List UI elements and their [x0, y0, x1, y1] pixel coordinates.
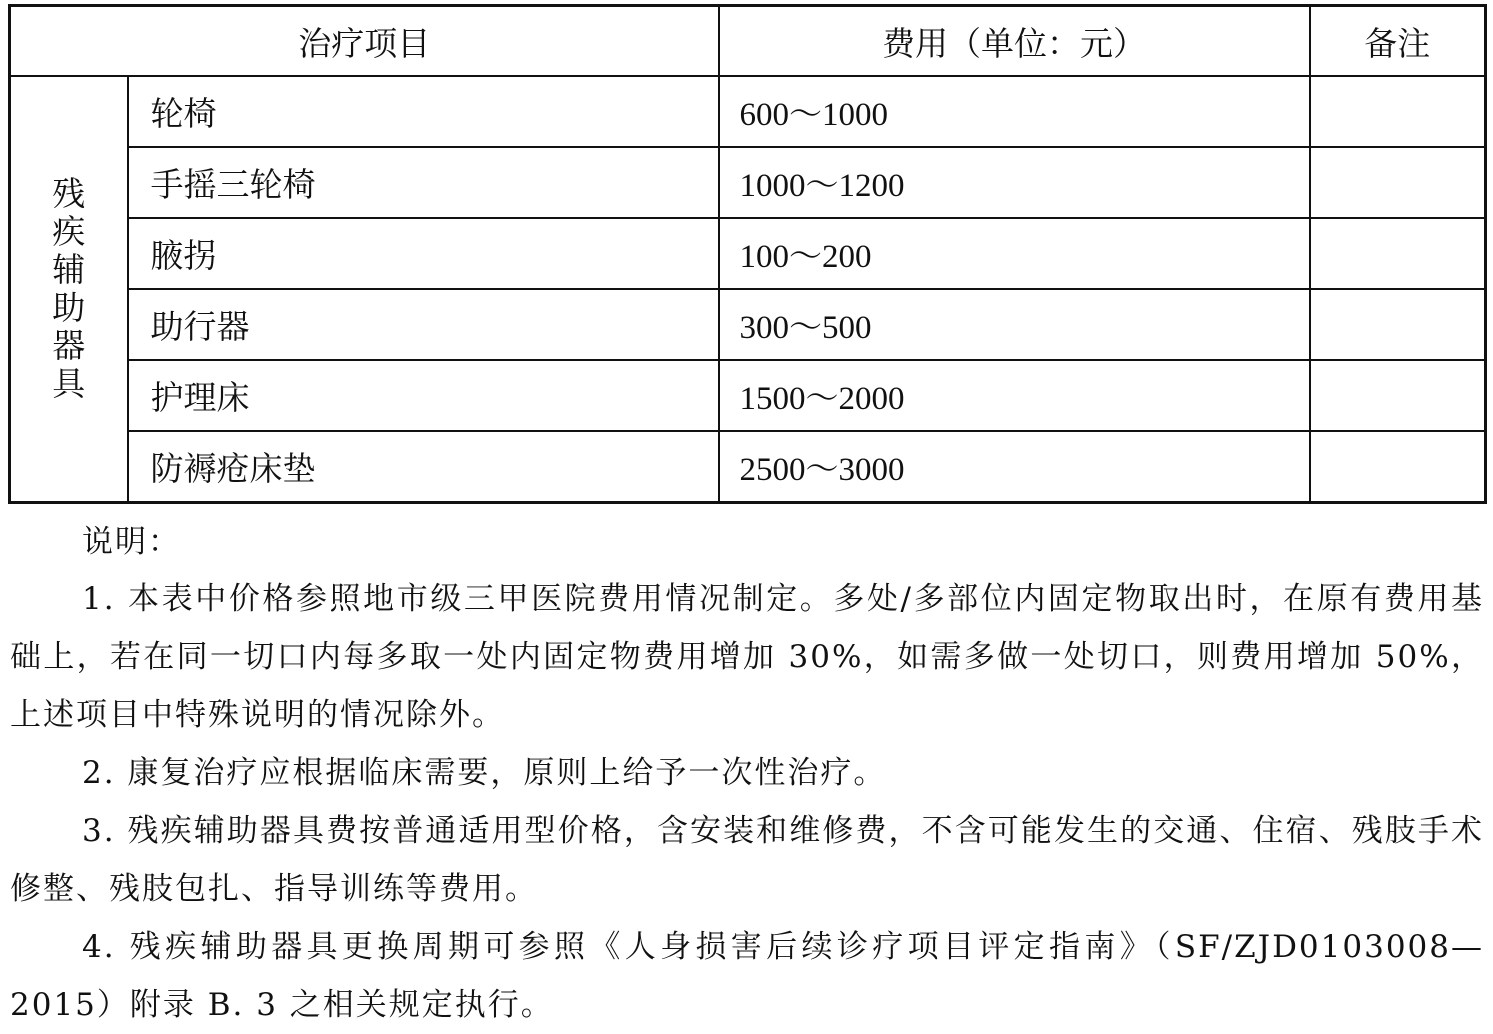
table-row	[10, 218, 1486, 289]
note-paragraph: 1. 本表中价格参照地市级三甲医院费用情况制定。多处/多部位内固定物取出时，在原有费用基础上，若在同一切口内每多取一处内固定物费用增加 30%，如需多做一处切口，则费用增加 50%，上述项目中特殊说明的情况除外。	[10, 581, 1484, 733]
group-label: 残 疾 辅 助 器 具	[52, 174, 86, 403]
remark-cell	[1310, 289, 1486, 360]
group-label-cell	[10, 76, 128, 503]
table-row	[10, 147, 1486, 218]
cost-cell: 300～500	[719, 289, 1310, 360]
remark-cell	[1310, 218, 1486, 289]
fee-table	[8, 4, 1487, 504]
item-cell: 手摇三轮椅	[128, 147, 719, 218]
item-cell: 轮椅	[128, 76, 719, 147]
header-remark: 备注	[1310, 6, 1486, 77]
remark-cell	[1310, 76, 1486, 147]
notes-section	[10, 514, 1484, 1034]
table-row	[10, 289, 1486, 360]
cost-cell: 1500～2000	[719, 360, 1310, 431]
cost-cell: 1000～1200	[719, 147, 1310, 218]
item-cell: 助行器	[128, 289, 719, 360]
header-item: 治疗项目	[10, 6, 719, 77]
remark-cell	[1310, 360, 1486, 431]
cost-cell: 2500～3000	[719, 431, 1310, 503]
table-row	[10, 360, 1486, 431]
table-row	[10, 76, 1486, 147]
item-cell: 防褥疮床垫	[128, 431, 719, 503]
table-header-row	[10, 6, 1486, 77]
notes-title: 说明：	[82, 524, 181, 560]
cost-cell: 100～200	[719, 218, 1310, 289]
header-cost: 费用（单位：元）	[719, 6, 1310, 77]
note-paragraph: 3. 残疾辅助器具费按普通适用型价格，含安装和维修费，不含可能发生的交通、住宿、残肢手术修整、残肢包扎、指导训练等费用。	[10, 813, 1484, 907]
remark-cell	[1310, 431, 1486, 503]
note-paragraph: 2. 康复治疗应根据临床需要，原则上给予一次性治疗。	[82, 755, 887, 791]
note-paragraph: 4. 残疾辅助器具更换周期可参照《人身损害后续诊疗项目评定指南》（SF/ZJD0103008—2015）附录 B. 3 之相关规定执行。	[10, 929, 1484, 1023]
item-cell: 腋拐	[128, 218, 719, 289]
table-row	[10, 431, 1486, 503]
cost-cell: 600～1000	[719, 76, 1310, 147]
remark-cell	[1310, 147, 1486, 218]
item-cell: 护理床	[128, 360, 719, 431]
